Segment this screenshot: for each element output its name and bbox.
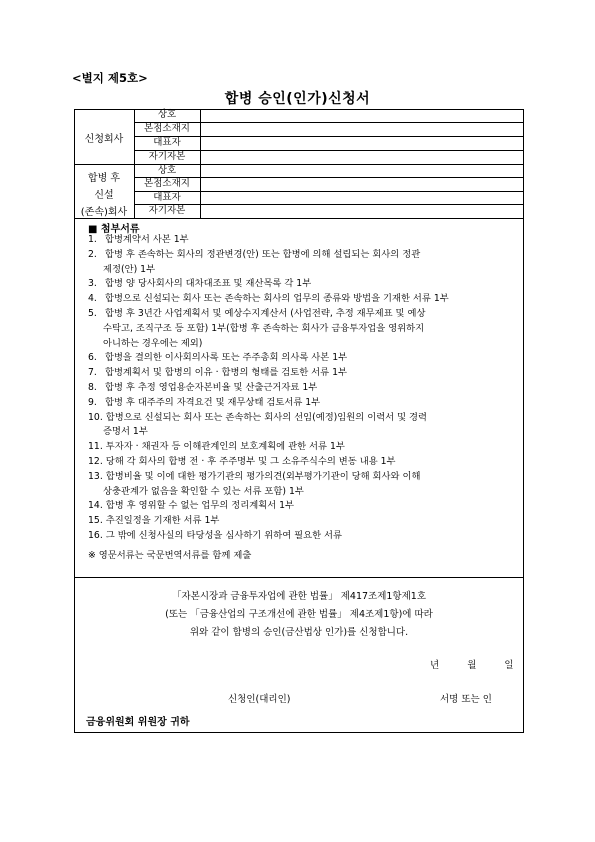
- attachment-number: 6.: [88, 352, 97, 364]
- year-label: 년: [430, 660, 440, 671]
- post-merger-group-label-line2: 신설: [94, 190, 114, 201]
- attachment-item: [88, 307, 518, 351]
- attachment-text-continued: 수탁고, 조직구조 등 포함) 1부(합병 후 존속하는 회사가 금융투자업을 영위하지: [103, 322, 425, 334]
- attachment-text-continued: 제정(안) 1부: [103, 263, 156, 275]
- attachments-heading: ■ 첨부서류: [88, 224, 140, 235]
- form-number-label: <별지 제5호>: [72, 71, 148, 85]
- attachment-text: 당해 각 회사의 합병 전 · 후 주주명부 및 그 소유주식수의 변동 내용 1부: [105, 455, 396, 467]
- attachment-number: 11.: [88, 441, 103, 453]
- attachment-number: 7.: [88, 367, 97, 379]
- attachment-text: 합병계획서 및 합병의 이유 · 합병의 형태를 검토한 서류 1부: [104, 367, 347, 379]
- applicant-group-label: 신청회사: [84, 134, 124, 145]
- post-merger-representative-label: 대표자: [153, 192, 181, 203]
- signature-or-seal-label: 서명 또는 인: [440, 694, 492, 705]
- attachment-item: [88, 277, 518, 292]
- declaration-line-3: 위와 같이 합병의 승인(금산법상 인가)를 신청합니다.: [189, 627, 409, 638]
- attachment-number: 1.: [88, 234, 97, 245]
- attachment-number: 8.: [88, 381, 97, 393]
- declaration-line-1: 「자본시장과 금융투자업에 관한 법률」 제417조제1항제1호: [171, 591, 427, 602]
- attachment-number: 10.: [88, 411, 103, 423]
- attachment-text: 추진일정을 기재한 서류 1부: [105, 515, 220, 527]
- attachment-number: 4.: [88, 293, 97, 305]
- attachment-item: [88, 529, 518, 544]
- attachment-text: 합병 후 대주주의 자격요건 및 재무상태 검토서류 1부: [104, 396, 321, 408]
- attachment-number: 5.: [88, 307, 97, 319]
- attachment-item: [88, 499, 518, 514]
- attachment-number: 9.: [88, 396, 97, 408]
- attachment-text-continued: 상충관계가 없음을 확인할 수 있는 서류 포함) 1부: [103, 485, 304, 497]
- attachment-text: 합병 후 영위할 수 없는 업무의 정리계획서 1부: [105, 500, 295, 512]
- attachment-item: [88, 292, 518, 307]
- attachment-item: [88, 381, 518, 396]
- table-bottom-line: [74, 218, 524, 219]
- attachment-number: 15.: [88, 515, 103, 527]
- post-merger-group-label-line1: 합병 후: [87, 173, 121, 184]
- attachment-text: 투자자 · 채권자 등 이해관계인의 보호계획에 관한 서류 1부: [105, 441, 345, 453]
- attachments-list: [88, 233, 518, 544]
- post-merger-head-office-label: 본점소재지: [144, 178, 190, 189]
- day-label: 일: [504, 660, 514, 671]
- attachment-text: 합병으로 신설되는 회사 또는 존속하는 회사의 선임(예정)임원의 이력서 및 경력: [105, 411, 428, 423]
- attachment-item: [88, 411, 518, 441]
- attachment-text: 합병을 결의한 이사회의사록 또는 주주총회 의사록 사본 1부: [104, 352, 348, 364]
- attachment-number: 12.: [88, 455, 103, 467]
- attachment-item: [88, 233, 518, 248]
- month-label: 월: [467, 660, 477, 671]
- translation-note: ※ 영문서류는 국문번역서류를 함께 제출: [88, 550, 252, 561]
- attachment-number: 13.: [88, 470, 103, 482]
- attachment-item: [88, 396, 518, 411]
- attachment-text: 합병으로 신설되는 회사 또는 존속하는 회사의 업무의 종류와 방법을 기재한 서류 1부: [104, 293, 449, 305]
- attachment-item: [88, 440, 518, 455]
- attachment-item: [88, 455, 518, 470]
- post-merger-equity-label: 자기자본: [148, 205, 186, 216]
- applicant-head-office-label: 본점소재지: [144, 123, 190, 134]
- attachment-text: 합병 후 존속하는 회사의 정관변경(안) 또는 합병에 의해 설립되는 회사의 정관: [104, 248, 421, 260]
- applicant-equity-label: 자기자본: [148, 151, 186, 162]
- post-merger-trade-name-label: 상호: [157, 165, 177, 176]
- attachment-text: 합병비율 및 이에 대한 평가기관의 평가의견(외부평가기관이 당해 회사와 이해: [105, 470, 421, 482]
- attachments-bottom-line: [74, 577, 524, 578]
- attachment-text: 합병계약서 사본 1부: [104, 234, 189, 245]
- attachment-number: 2.: [88, 248, 97, 260]
- attachment-item: [88, 514, 518, 529]
- attachment-number: 3.: [88, 278, 97, 290]
- form-title: 합병 승인(인가)신청서: [224, 91, 371, 107]
- post-merger-group-label-line3: (존속)회사: [80, 207, 128, 218]
- attachment-item: [88, 351, 518, 366]
- declaration-line-2: (또는 「금융산업의 구조개선에 관한 법률」 제4조제1항)에 따라: [165, 609, 433, 620]
- attachment-number: 14.: [88, 500, 103, 512]
- attachment-text-continued: 아니하는 경우에는 제외): [103, 337, 203, 349]
- attachment-item: [88, 248, 518, 278]
- attachment-text: 합병 양 당사회사의 대차대조표 및 재산목록 각 1부: [104, 278, 312, 290]
- attachment-text: 그 밖에 신청사실의 타당성을 심사하기 위하여 필요한 서류: [105, 529, 342, 541]
- applicant-trade-name-label: 상호: [157, 109, 177, 120]
- date-row: [430, 657, 542, 671]
- applicant-signature-label: 신청인(대리인): [228, 694, 291, 705]
- addressee: 금융위원회 위원장 귀하: [86, 717, 190, 728]
- attachment-item: [88, 470, 518, 500]
- attachment-number: 16.: [88, 529, 103, 541]
- attachment-text-continued: 증명서 1부: [103, 426, 148, 438]
- attachment-text: 합병 후 3년간 사업계획서 및 예상수지계산서 (사업전략, 추정 재무제표 및 예상: [104, 307, 426, 319]
- attachment-text: 합병 후 추정 영업용순자본비율 및 산출근거자료 1부: [104, 381, 318, 393]
- attachment-item: [88, 366, 518, 381]
- applicant-representative-label: 대표자: [153, 137, 181, 148]
